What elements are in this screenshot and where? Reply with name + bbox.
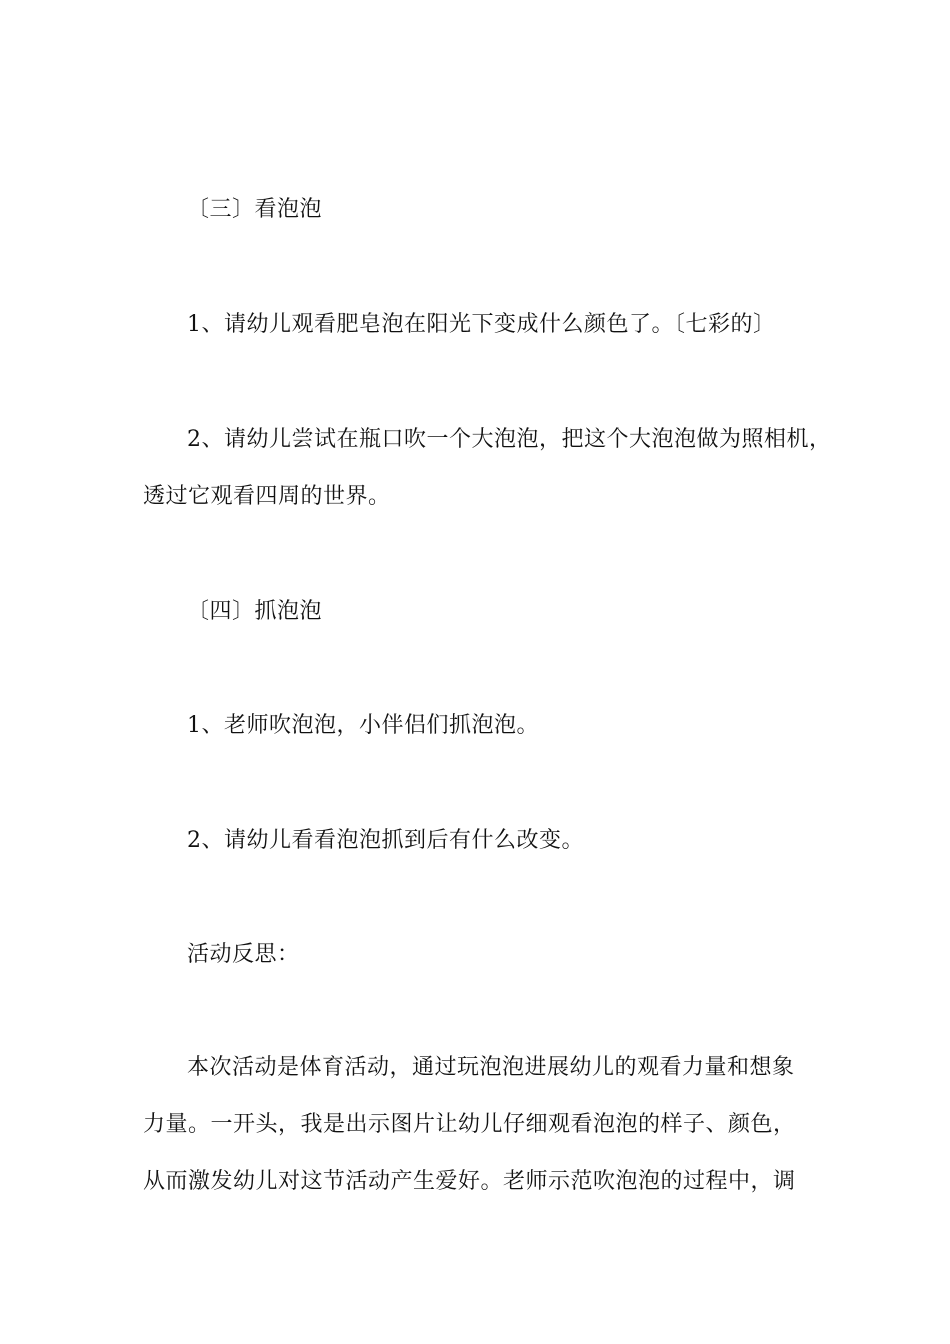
paragraph-line: 透过它观看四周的世界。 — [143, 484, 391, 509]
section-heading-catch-bubbles: 〔四〕抓泡泡 — [187, 599, 323, 624]
paragraph-line: 1、请幼儿观看肥皂泡在阳光下变成什么颜色了。〔七彩的〕 — [187, 312, 776, 337]
section-heading-reflection: 活动反思： — [187, 942, 300, 967]
paragraph-line: 1、老师吹泡泡，小伴侣们抓泡泡。 — [187, 713, 539, 738]
paragraph-line: 2、请幼儿看看泡泡抓到后有什么改变。 — [187, 828, 584, 853]
paragraph-line: 本次活动是体育活动，通过玩泡泡进展幼儿的观看力量和想象 — [187, 1055, 795, 1080]
paragraph-line: 从而激发幼儿对这节活动产生爱好。老师示范吹泡泡的过程中，调 — [143, 1169, 796, 1194]
paragraph-line: 力量。一开头，我是出示图片让幼儿仔细观看泡泡的样子、颜色， — [143, 1112, 796, 1137]
paragraph-line: 2、请幼儿尝试在瓶口吹一个大泡泡，把这个大泡泡做为照相机， — [187, 427, 832, 452]
section-heading-look-bubbles: 〔三〕看泡泡 — [187, 197, 323, 222]
